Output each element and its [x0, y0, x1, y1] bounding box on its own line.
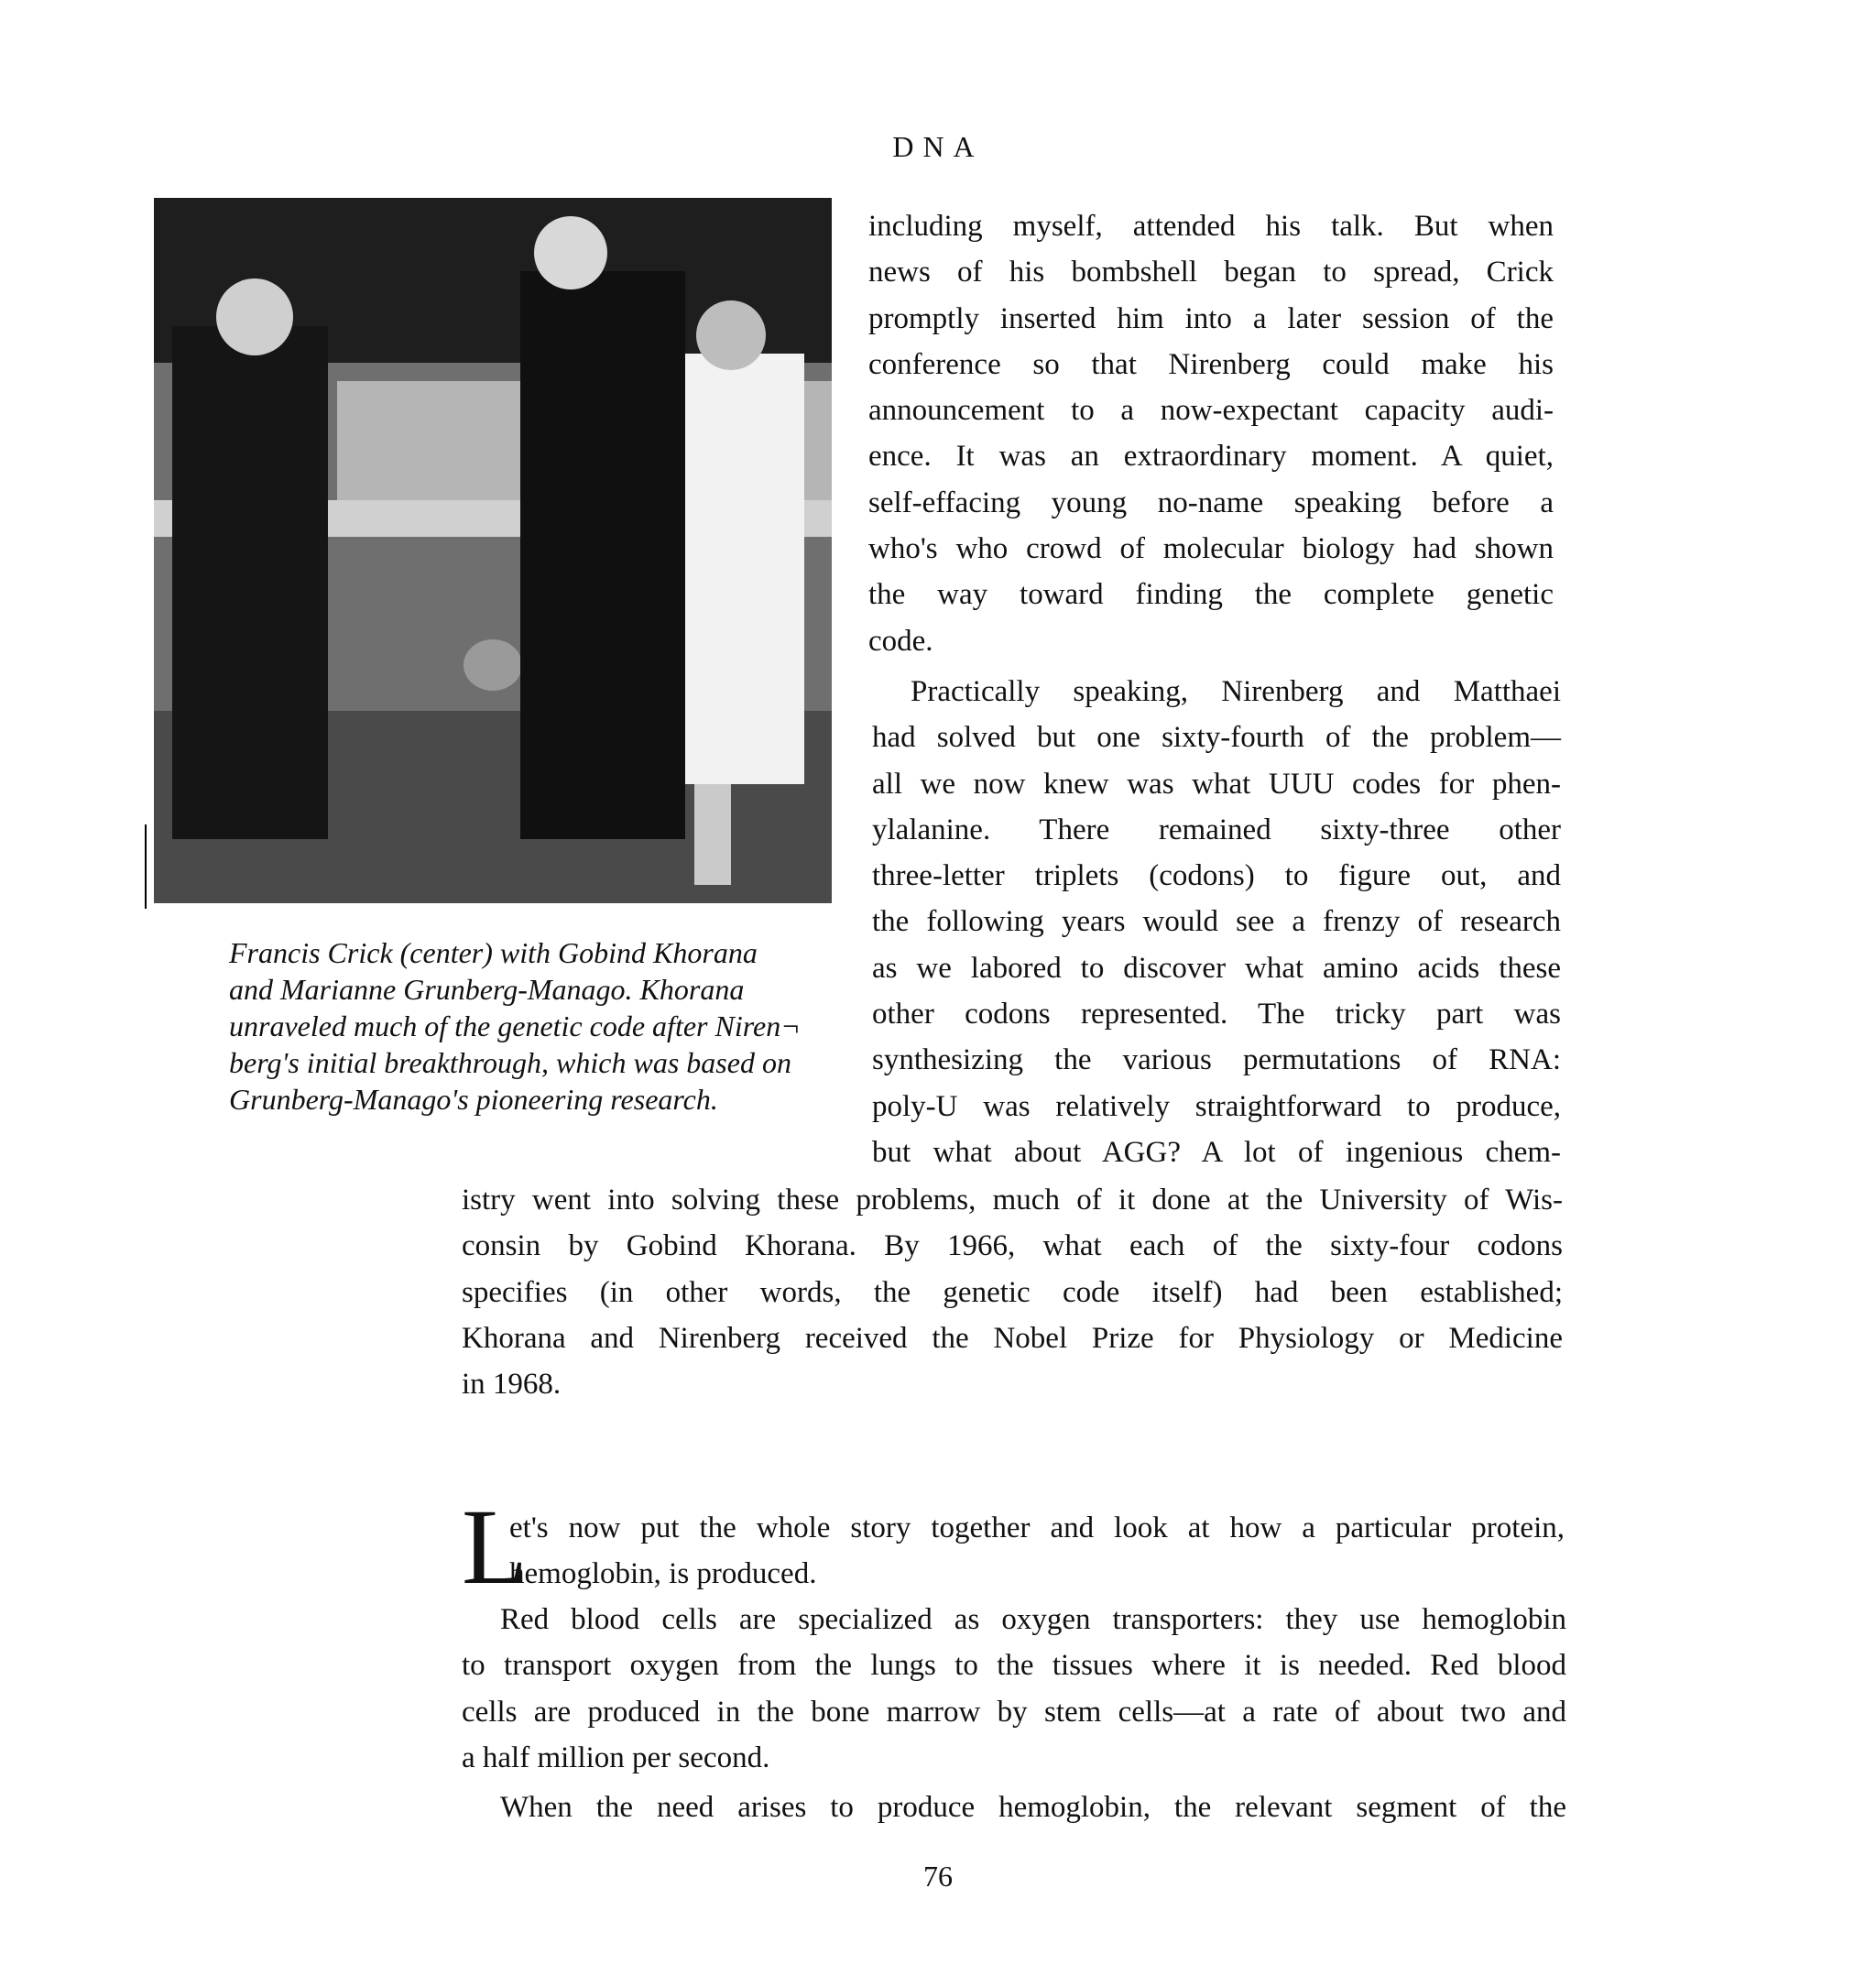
text-line: Khorana and Nirenberg received the Nobel Prize for Physiology or Medicine — [462, 1321, 1563, 1355]
paragraph-codons — [872, 669, 1561, 1175]
caption-line: unraveled much of the genetic code after Niren¬ — [229, 1009, 801, 1042]
text-line: news of his bombshell began to spread, Crick — [868, 256, 1554, 289]
text-line: the following years would see a frenzy of research — [872, 905, 1561, 939]
text-line: promptly inserted him into a later session of the — [868, 301, 1554, 335]
paragraph-hemoglobin — [462, 1784, 1566, 1830]
text-line: hemoglobin, is produced. — [509, 1557, 817, 1591]
text-line: who's who crowd of molecular biology had shown — [868, 532, 1554, 566]
text-line: in 1968. — [462, 1368, 562, 1402]
caption-line: berg's initial breakthrough, which was based on — [229, 1046, 791, 1079]
text-line: but what about AGG? A lot of ingenious chem- — [872, 1135, 1561, 1169]
drop-cap: L — [462, 1487, 529, 1607]
text-line: code. — [868, 624, 933, 658]
text-line: synthesizing the various permutations of RNA: — [872, 1043, 1561, 1077]
text-line: a half million per second. — [462, 1740, 770, 1774]
text-line: consin by Gobind Khorana. By 1966, what each of the sixty-four codons — [462, 1229, 1563, 1263]
text-line: to transport oxygen from the lungs to the tissues where it is needed. Red blood — [462, 1649, 1566, 1683]
text-line: specifies (in other words, the genetic code itself) had been established; — [462, 1275, 1563, 1309]
section-lead — [509, 1505, 1565, 1598]
text-line: ence. It was an extraordinary moment. A quiet, — [868, 440, 1554, 474]
text-line: Red blood cells are specialized as oxygen transporters: they use hemoglobin — [500, 1603, 1566, 1636]
running-head: DNA — [892, 130, 984, 163]
page-number: 76 — [923, 1860, 953, 1893]
photo-caption — [229, 934, 834, 1118]
caption-line: and Marianne Grunberg-Manago. Khorana — [229, 973, 745, 1006]
text-line: other codons represented. The tricky part was — [872, 998, 1561, 1031]
text-line: had solved but one sixty-fourth of the problem— — [872, 721, 1561, 755]
photograph — [154, 198, 832, 903]
text-line: conference so that Nirenberg could make his — [868, 347, 1554, 381]
paragraph-codons-wide — [462, 1177, 1563, 1407]
text-line: including myself, attended his talk. But when — [868, 210, 1554, 243]
text-line: et's now put the whole story together and look at how a particular protein, — [509, 1511, 1565, 1544]
photograph-icon — [154, 198, 832, 903]
margin-rule — [145, 824, 147, 909]
text-line: When the need arises to produce hemoglobin, the relevant segment of the — [500, 1791, 1566, 1824]
text-line: istry went into solving these problems, much of it done at the University of Wis- — [462, 1184, 1563, 1217]
caption-line: Grunberg-Manago's pioneering research. — [229, 1083, 718, 1116]
text-line: cells are produced in the bone marrow by stem cells—at a rate of about two and — [462, 1695, 1566, 1729]
text-line: self-effacing young no-name speaking before a — [868, 486, 1554, 519]
text-line: poly-U was relatively straightforward to produce, — [872, 1089, 1561, 1123]
text-line: as we labored to discover what amino acids these — [872, 951, 1561, 985]
text-line: Practically speaking, Nirenberg and Matthaei — [911, 675, 1561, 708]
text-line: all we now knew was what UUU codes for phen- — [872, 767, 1561, 801]
paragraph-continued — [868, 203, 1554, 664]
text-line: ylalanine. There remained sixty-three other — [872, 813, 1561, 846]
text-line: three-letter triplets (codons) to figure out, and — [872, 859, 1561, 893]
text-line: announcement to a now-expectant capacity audi- — [868, 394, 1554, 428]
paragraph-red-blood-cells — [462, 1597, 1566, 1781]
caption-line: Francis Crick (center) with Gobind Khorana — [229, 936, 758, 969]
text-line: the way toward finding the complete genetic — [868, 578, 1554, 612]
